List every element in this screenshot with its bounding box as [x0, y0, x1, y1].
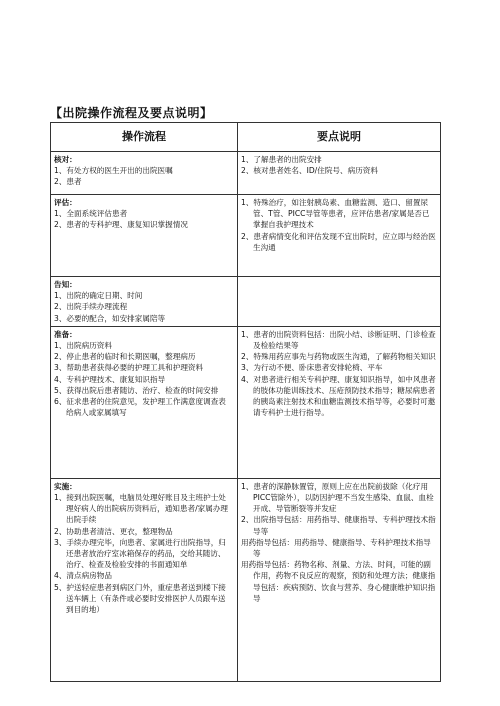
document-title: 【出院操作流程及要点说明】 — [50, 106, 213, 120]
process-cell — [51, 195, 238, 277]
process-table — [50, 122, 441, 682]
key-points-cell — [238, 326, 441, 478]
step-line: 4、清点病房物品 — [54, 571, 112, 581]
section-label: 告知： — [54, 280, 77, 289]
process-cell — [51, 152, 238, 195]
point-line: 用药指导包括：药物名称、剂量、方法、时间，可能的副作用，药物不良反应的观察，预防和处理方法；健康指导包括：疾病预防、饮食与营养、身心健康维护知识指导 — [241, 560, 436, 603]
table-header-row — [51, 123, 441, 152]
point-line: 用药指导包括：用药指导、健康指导、专科护理技术指导等 — [241, 537, 431, 559]
point-line: 1、患者的出院资料包括：出院小结、诊断证明、门诊检查及检验结果等 — [241, 329, 436, 351]
step-line: 2、停止患者的临时和长期医嘱，整理病历 — [54, 352, 196, 362]
key-points-cell — [238, 152, 441, 195]
point-line: 2、患者病情变化和评估发现不宜出院时，应立即与经治医生沟通 — [241, 231, 436, 252]
section-label: 实施： — [54, 481, 77, 491]
process-cell — [51, 277, 238, 327]
table-row-prepare — [51, 326, 441, 478]
table-row-assess — [51, 195, 441, 277]
header-key-points: 要点说明 — [238, 123, 441, 152]
section-label: 评估： — [54, 198, 77, 207]
step-line: 1、有处方权的医生开出的出院医嘱 — [54, 166, 173, 176]
step-line: 5、获得出院后患者随访、治疗、检查的时间安排 — [54, 385, 219, 395]
point-line: 2、出院指导包括：用药指导、健康指导、专科护理技术指导等 — [241, 515, 436, 536]
step-line: 3、帮助患者获得必要的护理工具和护理资料 — [54, 363, 204, 373]
step-line: 5、护送轻症患者到病区门外，重症患者送到楼下接送车辆上（有条件或必要时安排医护人员跟车送到目的地） — [54, 582, 226, 615]
process-cell — [51, 478, 238, 681]
header-process: 操作流程 — [51, 123, 238, 152]
point-line: 2、特殊用药应事先与药物或医生沟通，了解药物相关知识 — [241, 352, 436, 362]
section-label: 核对： — [54, 155, 77, 164]
key-points-cell — [238, 478, 441, 681]
table-row-implement — [51, 478, 441, 681]
step-line: 4、专科护理技术、康复知识指导 — [54, 374, 166, 384]
step-line: 3、手续办理完毕，向患者、家属进行出院指导，归还患者放治疗室冰箱保存的药品，交给其随访、治疗、检查及检验安排的书面通知单 — [54, 537, 226, 570]
step-line: 2、患者 — [54, 177, 82, 187]
step-line: 6、征求患者的住院意见，发护理工作满意度调查表给病人或家属填写 — [54, 397, 226, 418]
step-line: 3、必要的配合，如安排家属陪等 — [54, 313, 166, 323]
table-row-verify — [51, 152, 441, 195]
table-row-inform — [51, 277, 441, 327]
section-label: 准备： — [54, 329, 77, 339]
point-line: 2、核对患者姓名、ID/住院号、病历资料 — [241, 166, 378, 176]
point-line: 1、特殊治疗，如注射胰岛素、血糖监测、造口、留置尿管、T管、PICC导管等患者，应评估患者/家属是否已掌握自我护理技术 — [241, 198, 430, 230]
step-line: 2、出院手续办理流程 — [54, 302, 128, 312]
key-points-cell — [238, 195, 441, 277]
point-line: 1、患者的深静脉置管，原则上应在出院前拔除（化疗用PICC管除外），以防因护理不当发生感染、血鼠、血栓开成、导管断裂等并发症 — [241, 481, 434, 514]
step-line: 1、出院病历资料 — [54, 341, 112, 351]
point-line: 1、了解患者的出院安排 — [241, 155, 322, 164]
point-line: 4、对患者进行相关专科护理、康复知识指导，如中风患者的肢体功能训练技术、压疮预防技术指导；糖尿病患者的胰岛素注射技术和血糖监测技术指导等，必要时可邀请专科护士进行指导。 — [241, 374, 436, 418]
step-line: 1、全面系统评估患者 — [54, 209, 128, 219]
step-line: 2、患者的专科护理、康复知识掌握情况 — [54, 220, 188, 230]
key-points-cell — [238, 277, 441, 327]
step-line: 2、协助患者清洁、更衣，整理物品 — [54, 526, 173, 536]
step-line: 1、接到出院医嘱，电脑员处理好账目及主班护士处理好病人的出院病历资料后，通知患者/家属办理出院手续 — [54, 493, 229, 525]
step-line: 1、出院的确定日期、时间 — [54, 291, 143, 301]
point-line: 3、为行动不便、卧床患者安排轮椅、平车 — [241, 363, 383, 373]
process-cell — [51, 326, 238, 478]
